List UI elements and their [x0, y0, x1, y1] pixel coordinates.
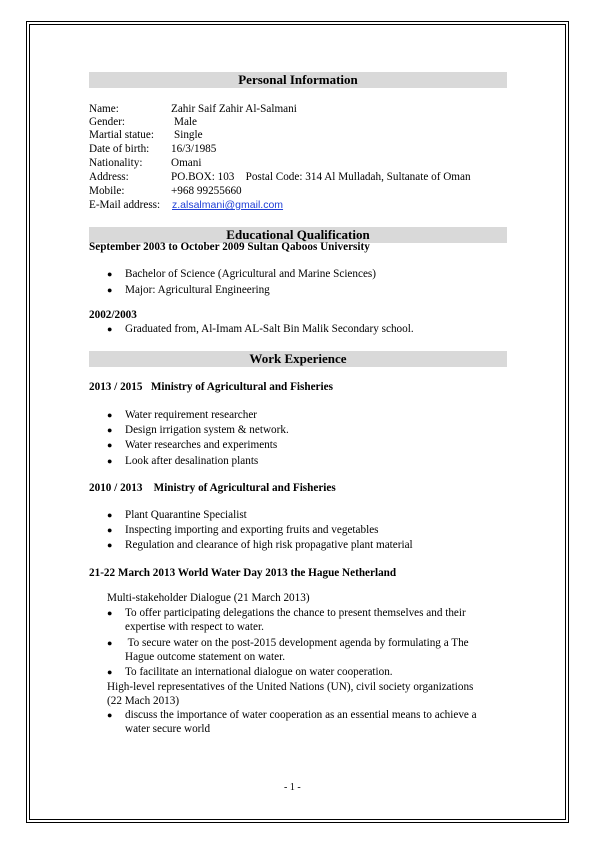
- education-period-university: September 2003 to October 2009 Sultan Qaboos University: [89, 241, 370, 253]
- value-address: PO.BOX: 103 Postal Code: 314 Al Mulladah, Sultanate of Oman: [171, 171, 471, 183]
- label-marital: Martial statue:: [89, 129, 154, 141]
- label-nationality: Nationality:: [89, 157, 143, 169]
- bullet-icon: ●: [107, 540, 113, 550]
- event-item-line: To offer participating delegations the chance to present themselves and their: [125, 607, 466, 619]
- value-marital: Single: [174, 129, 203, 141]
- job-duty: Inspecting importing and exporting fruits and vegetables: [125, 524, 379, 536]
- job-duty: Regulation and clearance of high risk propagative plant material: [125, 539, 413, 551]
- bullet-icon: ●: [107, 456, 113, 466]
- label-email: E-Mail address:: [89, 199, 161, 211]
- value-name: Zahir Saif Zahir Al-Salmani: [171, 103, 297, 115]
- bullet-icon: ●: [107, 440, 113, 450]
- job-title: 2010 / 2013 Ministry of Agricultural and Fisheries: [89, 482, 336, 494]
- job-duty: Water researches and experiments: [125, 439, 278, 451]
- job-duty: Plant Quarantine Specialist: [125, 509, 247, 521]
- label-dob: Date of birth:: [89, 143, 150, 155]
- value-nationality: Omani: [171, 157, 202, 169]
- event-item-line: To facilitate an international dialogue on water cooperation.: [125, 666, 393, 678]
- education-item: Graduated from, Al-Imam AL-Salt Bin Malik Secondary school.: [125, 323, 414, 335]
- bullet-icon: ●: [107, 638, 113, 648]
- bullet-icon: ●: [107, 608, 113, 618]
- bullet-icon: ●: [107, 410, 113, 420]
- event-title: 21-22 March 2013 World Water Day 2013 the Hague Netherland: [89, 567, 397, 579]
- job-duty: Look after desalination plants: [125, 455, 259, 467]
- event-item-line: expertise with respect to water.: [125, 621, 264, 633]
- event-subheading: High-level representatives of the United Nations (UN), civil society organizations: [107, 681, 474, 693]
- bullet-icon: ●: [107, 425, 113, 435]
- email-link[interactable]: z.alsalmani@gmail.com: [172, 199, 284, 211]
- bullet-icon: ●: [107, 525, 113, 535]
- value-gender: Male: [174, 116, 197, 128]
- bullet-icon: ●: [107, 324, 113, 334]
- job-title: 2013 / 2015 Ministry of Agricultural and Fisheries: [89, 381, 333, 393]
- value-dob: 16/3/1985: [171, 143, 217, 155]
- education-period-school: 2002/2003: [89, 309, 137, 321]
- event-item-line: discuss the importance of water cooperation as an essential means to achieve a: [125, 709, 477, 721]
- section-heading-education: Educational Qualification: [89, 227, 507, 243]
- event-subheading: Multi-stakeholder Dialogue (21 March 2013): [107, 592, 310, 604]
- section-heading-personal: Personal Information: [89, 72, 507, 88]
- event-subheading: (22 Mach 2013): [107, 695, 180, 707]
- label-mobile: Mobile:: [89, 185, 125, 197]
- page-number: - 1 -: [284, 782, 301, 793]
- section-heading-work: Work Experience: [89, 351, 507, 367]
- education-item: Bachelor of Science (Agricultural and Marine Sciences): [125, 268, 376, 280]
- bullet-icon: ●: [107, 710, 113, 720]
- bullet-icon: ●: [107, 285, 113, 295]
- event-item-line: water secure world: [125, 723, 211, 735]
- job-duty: Water requirement researcher: [125, 409, 258, 421]
- label-name: Name:: [89, 103, 119, 115]
- bullet-icon: ●: [107, 269, 113, 279]
- label-address: Address:: [89, 171, 129, 183]
- event-item-line: Hague outcome statement on water.: [125, 651, 285, 663]
- label-gender: Gender:: [89, 116, 126, 128]
- value-mobile: +968 99255660: [171, 185, 242, 197]
- bullet-icon: ●: [107, 667, 113, 677]
- job-duty: Design irrigation system & network.: [125, 424, 289, 436]
- education-item: Major: Agricultural Engineering: [125, 284, 270, 296]
- bullet-icon: ●: [107, 510, 113, 520]
- event-item-line: To secure water on the post-2015 development agenda by formulating a The: [125, 637, 469, 649]
